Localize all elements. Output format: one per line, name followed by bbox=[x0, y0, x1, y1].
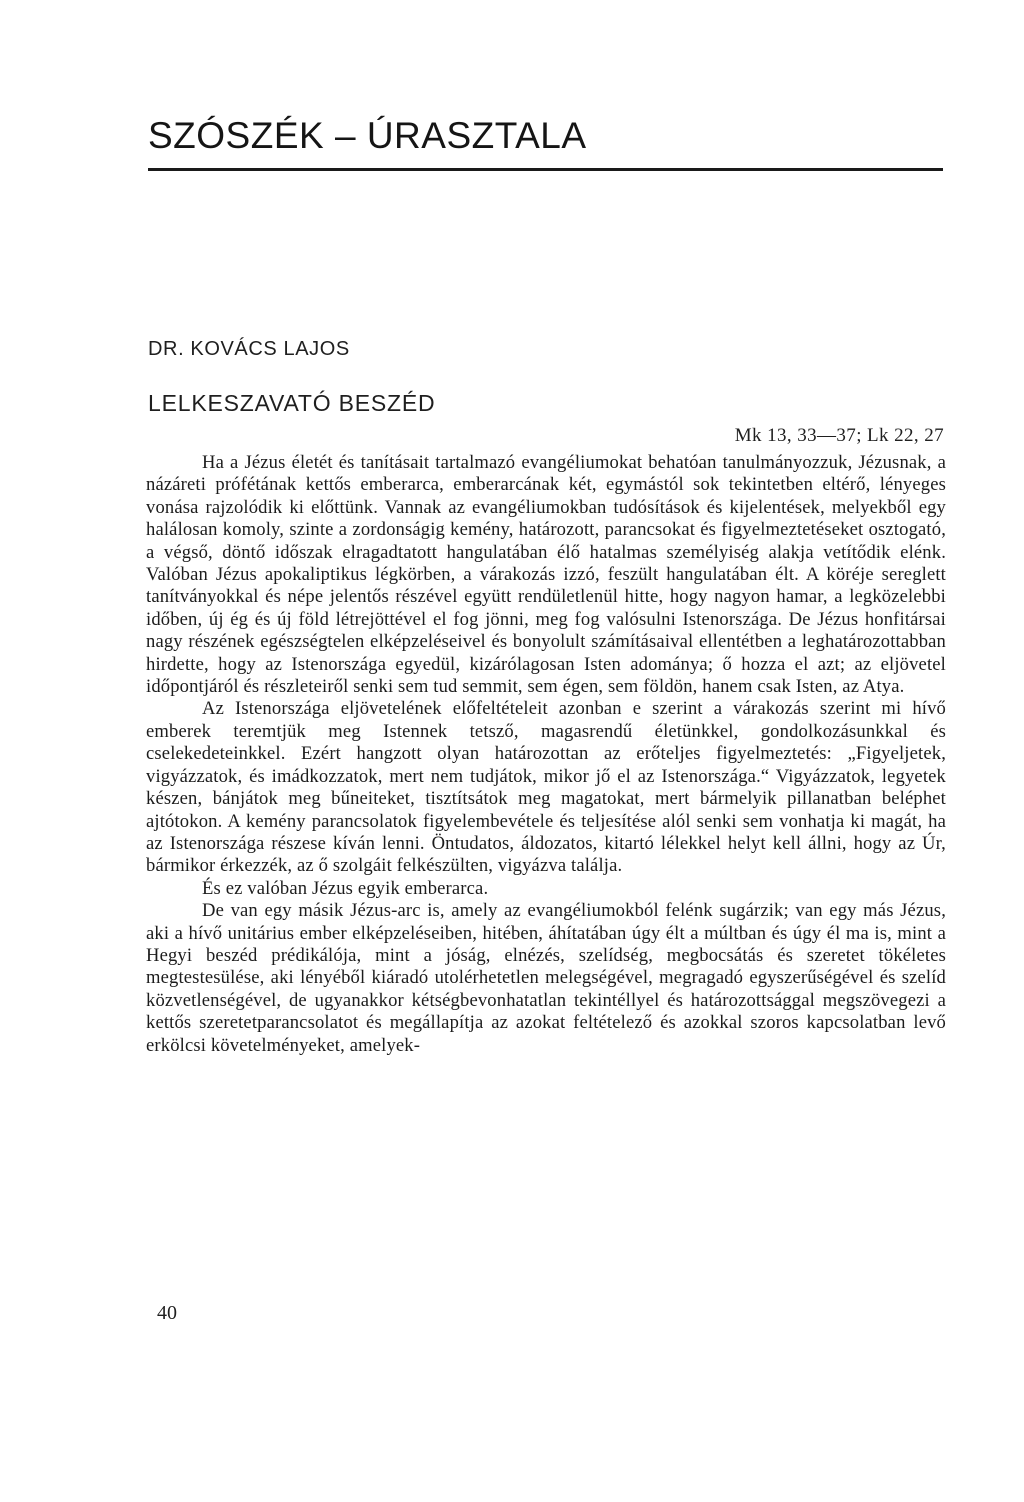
paragraph: Az Istenországa eljövetelének előfeltételeit azonban e szerint a várakozás szerint mi hívő emberek teremtjük meg Istennek tetsző, magasrendű életünkkel, gondolkozásunkkal és cselekedeteinkkel. Ezért hangzott olyan határozottan az erőteljes figyelmeztetés: „Figyeljetek, vigyázzatok, és imádkozzatok, mert nem tudjátok, mikor jő el az Istenországa.“ Vigyázzatok, legyetek készen, bánjátok meg bűneiteket, tisztítsátok meg magatokat, mert bármelyik pillanatban beléphet ajtótokon. A kemény parancsolatok figyelembevétele és teljesítése alól senki sem vonhatja ki magát, ha az Istenországa részese kíván lenni. Öntudatos, áldozatos, kitartó lélekkel helyt kell állni, hogy az Úr, bármikor érkezzék, az ő szolgáit felkészülten, vigyázva találja. bbox=[146, 698, 946, 877]
paragraph: Ha a Jézus életét és tanításait tartalmazó evangéliumokat behatóan tanulmányozzuk, Jézusnak, a názáreti prófétának kettős emberarca, emberarcának két, egymástól sok tekintetben eltérő, lényeges vonása rajzolódik ki előttünk. Vannak az evangéliumokban tudósítások és kijelentések, melyekből egy halálosan komoly, szinte a zordonságig kemény, határozott, parancsokat és figyelmeztetéseket osztogató, a végső, döntő időszak elragadtatott hangulatában élő hatalmas személyiség alakja vetítődik elénk. Valóban Jézus apokaliptikus légkörben, a várakozás izzó, feszült hangulatában élt. A köréje sereglett tanítványokkal és népe jelentős részével együtt rendületlenül hitte, hogy nagyon hamar, a legközelebbi időben, új ég és új föld létrejöttével el fog jönni, meg fog valósulni Istenországa. De Jézus honfitársai nagy részének egészségtelen elképzeléseivel és bonyolult számításaival ellentétben a leghatározottabban hirdette, hogy az Istenországa egyedül, kizárólagosan Isten adománya; ő hozza el azt; az eljövetel időpontjáról és részleteiről senki sem tud semmit, sem égen, sem földön, hanem csak Isten, az Atya. bbox=[146, 452, 946, 698]
section-title: SZÓSZÉK – ÚRASZTALA bbox=[148, 115, 587, 156]
article-body bbox=[146, 452, 946, 1057]
paragraph: De van egy másik Jézus-arc is, amely az evangéliumokból felénk sugárzik; van egy más Jézus, aki a hívő unitárius ember elképzeléseiben, hitében, áhítatában úgy élt a múltban és úgy él ma is, mint a Hegyi beszéd prédikálója, mint a jóság, elnézés, szelídség, megbocsátás és szeretet tökéletes megtestesülése, aki lényéből kiáradó utolérhetetlen melegségével, megragadó egyszerűségével és szelíd közvetlenségével, de ugyanakkor kétségbevonhatatlan tekintéllyel és határozottsággal megszövegezi a kettős szeretetparancsolatot és megállapítja az azokat feltételező és azokkal szoros kapcsolatban levő erkölcsi követelményeket, amelyek- bbox=[146, 900, 946, 1056]
article-author: DR. KOVÁCS LAJOS bbox=[148, 338, 350, 360]
paragraph: És ez valóban Jézus egyik emberarca. bbox=[202, 877, 489, 899]
header-rule bbox=[148, 168, 943, 171]
section-header bbox=[148, 112, 943, 171]
article-title: LELKESZAVATÓ BESZÉD bbox=[148, 390, 436, 416]
scripture-reference: Mk 13, 33—37; Lk 22, 27 bbox=[734, 425, 944, 446]
page-number: 40 bbox=[157, 1302, 177, 1324]
